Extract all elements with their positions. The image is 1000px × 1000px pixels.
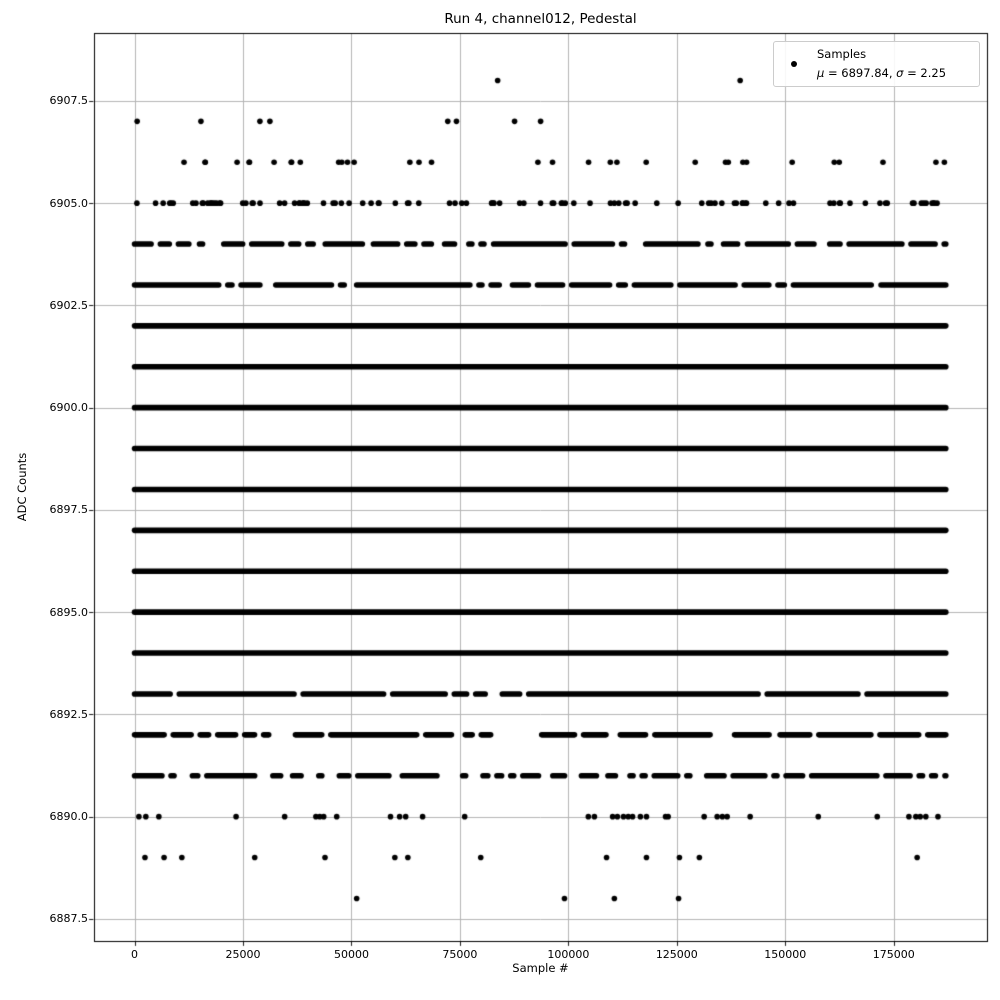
y-tick-label: 6902.5 — [49, 298, 88, 312]
legend — [773, 41, 980, 87]
x-tick-label: 75000 — [442, 948, 478, 961]
y-tick-label: 6905.0 — [49, 196, 88, 210]
legend-label: Samples — [817, 47, 867, 61]
x-tick-label: 150000 — [764, 948, 807, 961]
y-tick-label: 6892.5 — [49, 707, 88, 721]
y-tick-label: 6897.5 — [49, 503, 88, 517]
y-tick-label: 6887.5 — [49, 912, 88, 926]
y-tick-label: 6890.0 — [49, 810, 88, 824]
legend-stats — [817, 64, 946, 83]
x-axis-label: Sample # — [512, 961, 569, 975]
sigma-value: = 2.25 — [903, 66, 947, 80]
x-tick-label: 175000 — [872, 948, 915, 961]
y-tick-label: 6895.0 — [49, 605, 88, 619]
sigma-symbol: σ — [896, 66, 904, 80]
mu-symbol: μ — [817, 66, 825, 80]
y-tick-label: 6907.5 — [49, 94, 88, 108]
x-tick-label: 50000 — [333, 948, 369, 961]
legend-marker-dot — [791, 61, 797, 67]
y-axis-label: ADC Counts — [15, 452, 29, 522]
x-tick-label: 25000 — [225, 948, 261, 961]
y-tick-label: 6900.0 — [49, 401, 88, 415]
x-tick-label: 0 — [131, 948, 139, 961]
legend-text — [817, 45, 946, 83]
x-tick-label: 125000 — [655, 948, 698, 961]
x-tick-label: 100000 — [547, 948, 590, 961]
mu-value: = 6897.84, — [824, 66, 897, 80]
chart-title: Run 4, channel012, Pedestal — [444, 11, 637, 27]
